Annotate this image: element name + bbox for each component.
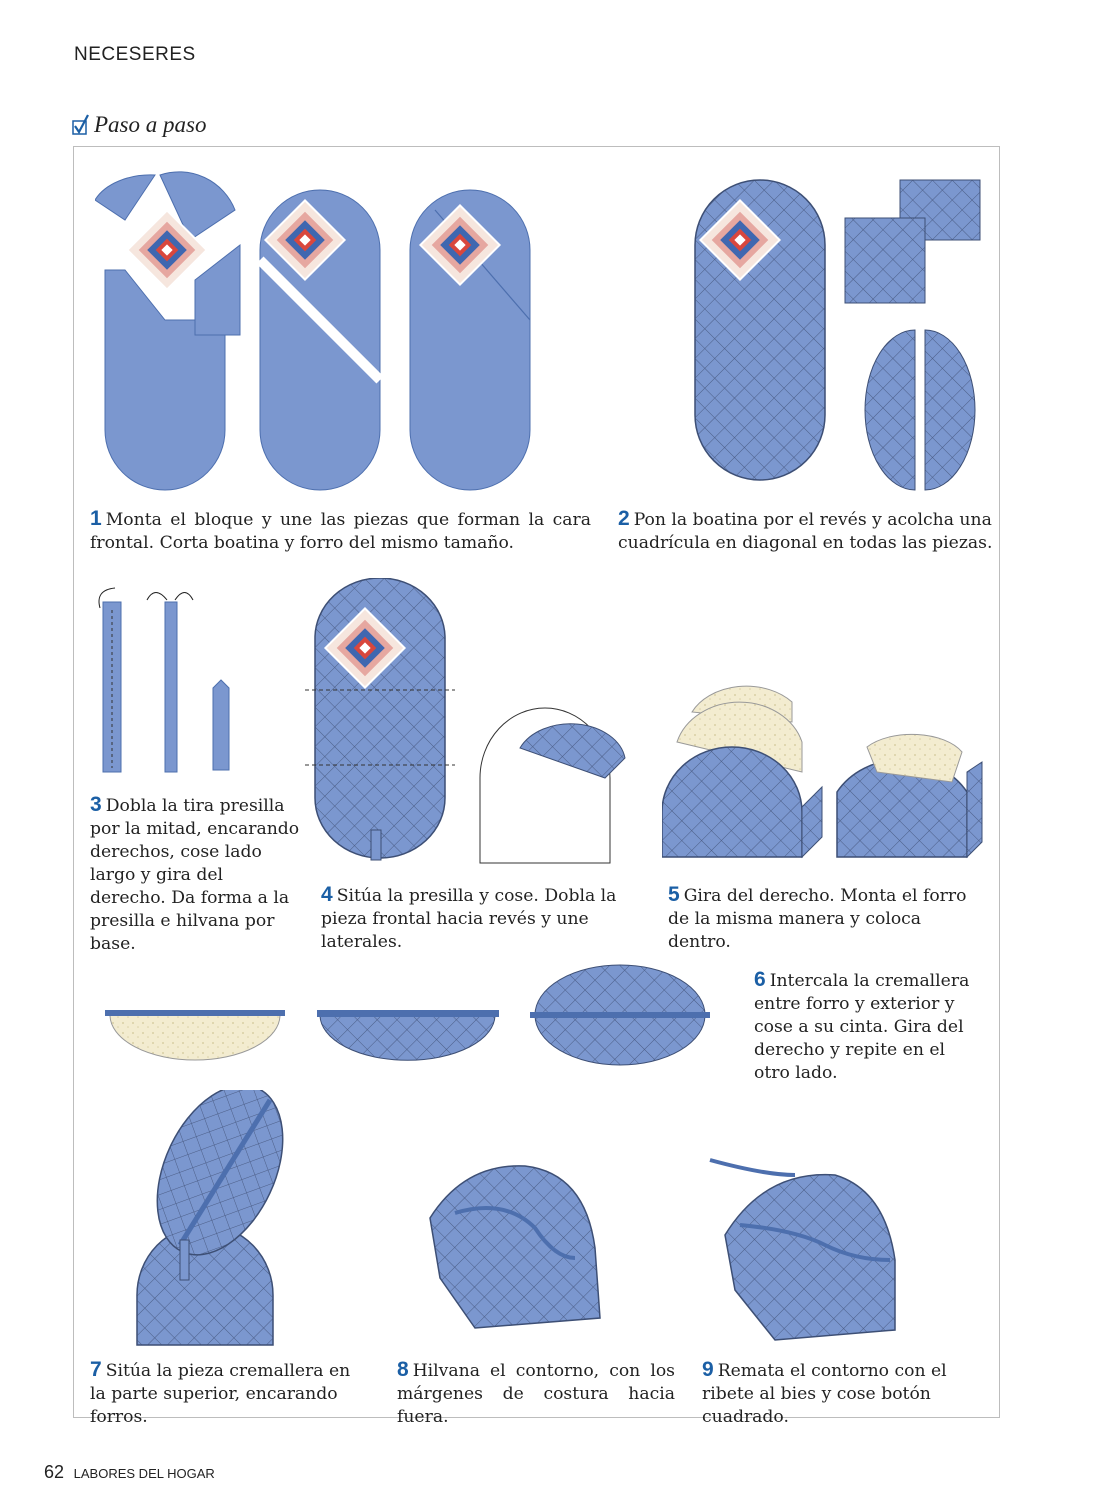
magazine-name: LABORES DEL HOGAR — [73, 1466, 215, 1481]
step6-illustration — [100, 960, 720, 1072]
step3-illustration — [85, 580, 245, 780]
section-label: NECESERES — [74, 44, 196, 65]
step1-illustration — [95, 170, 565, 500]
step-9-caption: 9 Remata el contorno con el ribete al bies y cose botón cuadrado. — [702, 1358, 947, 1427]
step8-illustration — [425, 1158, 615, 1348]
step-1-caption: 1 Monta el bloque y une las piezas que forman la cara frontal. Corta boatina y forro del mismo tamaño. — [90, 507, 591, 553]
page-footer — [44, 1462, 215, 1483]
page-title — [72, 112, 206, 138]
step-7-caption: 7 Sitúa la pieza cremallera en la parte superior, encarando forros. — [90, 1358, 351, 1427]
step-2-caption: 2 Pon la boatina por el revés y acolcha una cuadrícula en diagonal en todas las piezas. — [618, 507, 993, 553]
page-number: 62 — [44, 1462, 65, 1482]
step9-illustration — [705, 1150, 915, 1350]
step-8-caption: 8 Hilvana el contorno, con los márgenes de costura hacia fuera. — [397, 1358, 675, 1427]
step-5-caption: 5 Gira del derecho. Monta el forro de la misma manera y coloca dentro. — [668, 883, 967, 952]
step5-illustration — [662, 662, 992, 862]
step4-illustration — [305, 578, 655, 870]
checkbox-icon — [72, 114, 90, 136]
step-4-caption: 4 Sitúa la presilla y cose. Dobla la pieza frontal hacia revés y une laterales. — [321, 883, 617, 952]
step2-illustration — [685, 170, 990, 500]
step-6-caption: 6 Intercala la cremallera entre forro y exterior y cose a su cinta. Gira del derecho y repite en el otro lado. — [754, 968, 970, 1083]
step7-illustration — [125, 1090, 285, 1350]
title-text: Paso a paso — [94, 112, 207, 137]
step-3-caption: 3 Dobla la tira presilla por la mitad, encarando derechos, cose lado largo y gira del derecho. Da forma a la presilla e hilvana por base. — [90, 793, 300, 954]
